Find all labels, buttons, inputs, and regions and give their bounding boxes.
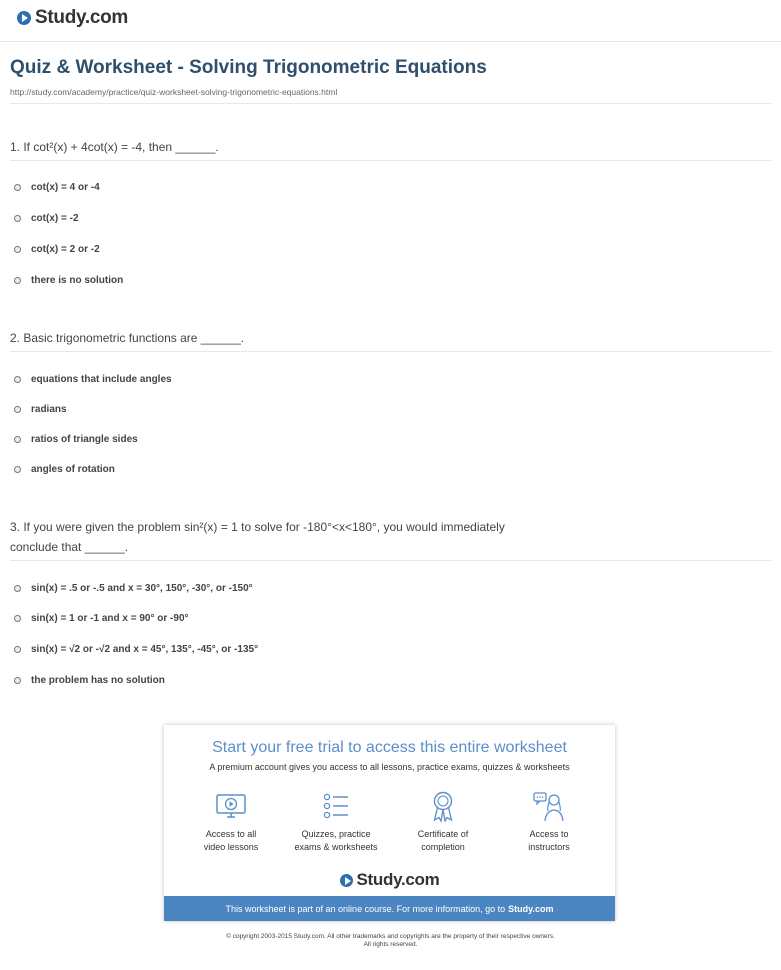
feature-instructors	[494, 789, 604, 854]
page-url: http://study.com/academy/practice/quiz-worksheet-solving-trigonometric-equations.html	[10, 87, 338, 97]
feature-label: Quizzes, practice	[301, 829, 371, 839]
radio-button[interactable]	[14, 436, 21, 443]
question-3-option-c[interactable]	[14, 641, 258, 657]
question-2-option-b[interactable]	[14, 401, 67, 417]
radio-button[interactable]	[14, 215, 21, 222]
option-label: radians	[31, 403, 67, 415]
promo-subtitle: A premium account gives you access to all lessons, practice exams, quizzes & worksheets	[209, 762, 570, 772]
question-divider	[10, 351, 771, 352]
question-2-option-c[interactable]	[14, 431, 138, 447]
option-label: sin(x) = √2 or -√2 and x = 45°, 135°, -45°, or -135°	[31, 643, 259, 655]
question-1-text: 1. If cot²(x) + 4cot(x) = -4, then ______.	[10, 140, 219, 154]
rights-text: All rights reserved.	[363, 941, 418, 948]
radio-button[interactable]	[14, 184, 21, 191]
free-trial-promo[interactable]	[164, 725, 615, 921]
question-3-option-b[interactable]	[14, 610, 189, 626]
radio-button[interactable]	[14, 677, 21, 684]
option-label: equations that include angles	[31, 373, 172, 385]
option-label: the problem has no solution	[31, 674, 165, 686]
play-circle-icon	[340, 874, 353, 887]
question-1-option-c[interactable]	[14, 241, 100, 257]
question-divider	[10, 160, 771, 161]
certificate-ribbon-icon	[426, 789, 460, 823]
radio-button[interactable]	[14, 646, 21, 653]
option-label: sin(x) = 1 or -1 and x = 90° or -90°	[31, 612, 189, 624]
play-circle-icon	[17, 11, 31, 25]
radio-button[interactable]	[14, 466, 21, 473]
study-link[interactable]: Study.com	[508, 903, 554, 914]
copyright-text: © copyright 2003-2015 Study.com. All other trademarks and copyrights are the property of their respective owners.	[226, 933, 555, 940]
question-3	[10, 517, 770, 557]
radio-button[interactable]	[14, 246, 21, 253]
question-2	[10, 328, 770, 348]
page-title: Quiz & Worksheet - Solving Trigonometric Equations	[10, 57, 487, 78]
option-label: angles of rotation	[31, 463, 115, 475]
option-label: sin(x) = .5 or -.5 and x = 30°, 150°, -30°, or -150°	[31, 582, 253, 594]
radio-button[interactable]	[14, 585, 21, 592]
feature-certificate	[388, 789, 498, 854]
question-1	[10, 137, 770, 157]
brand-name: Study.com	[356, 870, 440, 889]
feature-label: completion	[421, 842, 465, 852]
radio-button[interactable]	[14, 615, 21, 622]
question-3-option-d[interactable]	[14, 672, 165, 688]
brand-name: Study.com	[35, 7, 129, 28]
question-1-option-b[interactable]	[14, 210, 79, 226]
feature-label: Access to	[529, 829, 569, 839]
question-1-option-a[interactable]	[14, 179, 100, 195]
question-3-text-continued: conclude that ______.	[10, 540, 129, 554]
question-3-text: 3. If you were given the problem sin²(x) = 1 to solve for -180°<x<180°, you would immediately	[10, 520, 505, 534]
feature-video-lessons	[176, 789, 286, 854]
quizzes-list-icon	[319, 789, 353, 823]
video-lessons-icon	[214, 789, 248, 823]
option-label: cot(x) = 4 or -4	[31, 181, 100, 193]
question-2-option-d[interactable]	[14, 461, 115, 477]
question-divider	[10, 560, 771, 561]
question-2-text: 2. Basic trigonometric functions are ______.	[10, 331, 245, 345]
question-3-option-a[interactable]	[14, 580, 253, 596]
option-label: cot(x) = 2 or -2	[31, 243, 100, 255]
radio-button[interactable]	[14, 277, 21, 284]
question-1-option-d[interactable]	[14, 272, 123, 288]
promo-title[interactable]: Start your free trial to access this entire worksheet	[212, 739, 567, 756]
radio-button[interactable]	[14, 376, 21, 383]
study-logo[interactable]	[17, 6, 128, 30]
option-label: ratios of triangle sides	[31, 433, 138, 445]
promo-bar-text: This worksheet is part of an online course. For more information, go to	[225, 903, 506, 914]
feature-label: instructors	[528, 842, 570, 852]
instructor-chat-icon	[532, 789, 566, 823]
option-label: there is no solution	[31, 274, 124, 286]
option-label: cot(x) = -2	[31, 212, 79, 224]
promo-study-logo[interactable]	[164, 870, 615, 890]
header-divider	[0, 41, 781, 42]
feature-label: exams & worksheets	[294, 842, 378, 852]
question-2-option-a[interactable]	[14, 371, 172, 387]
feature-quizzes	[281, 789, 391, 854]
radio-button[interactable]	[14, 406, 21, 413]
feature-label: Access to all	[205, 829, 257, 839]
promo-info-bar	[164, 896, 615, 921]
feature-label: Certificate of	[417, 829, 469, 839]
copyright-footer	[0, 933, 781, 949]
title-divider	[10, 103, 771, 104]
feature-label: video lessons	[203, 842, 259, 852]
